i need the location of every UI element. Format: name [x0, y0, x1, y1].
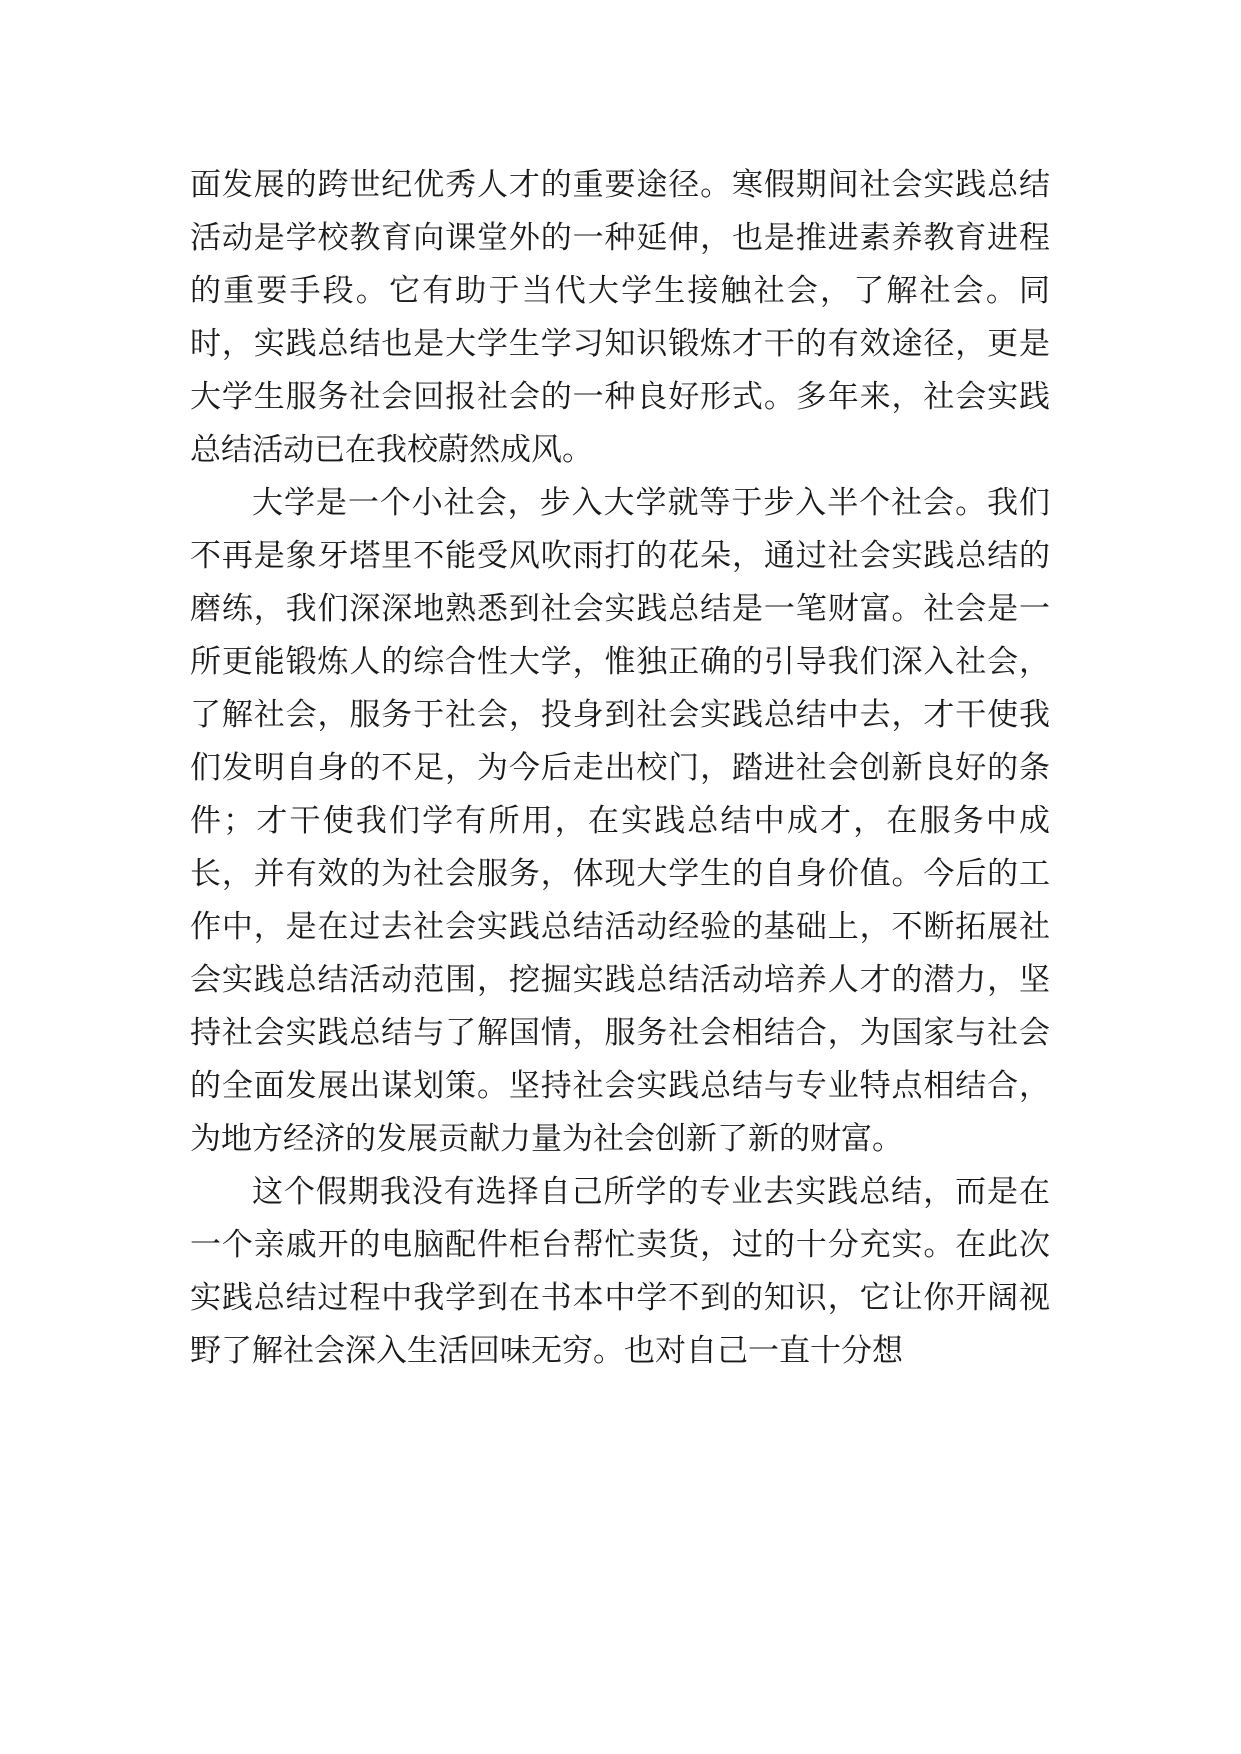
paragraph-3: 这个假期我没有选择自己所学的专业去实践总结，而是在一个亲戚开的电脑配件柜台帮忙卖货，过的十分充实。在此次实践总结过程中我学到在书本中学不到的知识，它让你开阔视野了解社会深入生活回味无穷。也对自己一直十分想 — [190, 1174, 1050, 1369]
paragraph-2: 大学是一个小社会，步入大学就等于步入半个社会。我们不再是象牙塔里不能受风吹雨打的花朵，通过社会实践总结的磨练，我们深深地熟悉到社会实践总结是一笔财富。社会是一所更能锻炼人的综合性大学，惟独正确的引导我们深入社会，了解社会，服务于社会，投身到社会实践总结中去，才干使我们发明自身的不足，为今后走出校门，踏进社会创新良好的条件；才干使我们学有所用，在实践总结中成才，在服务中成长，并有效的为社会服务，体现大学生的自身价值。今后的工作中，是在过去社会实践总结活动经验的基础上，不断拓展社会实践总结活动范围，挖掘实践总结活动培养人才的潜力，坚持社会实践总结与了解国情，服务社会相结合，为国家与社会的全面发展出谋划策。坚持社会实践总结与专业特点相结合，为地方经济的发展贡献力量为社会创新了新的财富。 — [190, 485, 1050, 1157]
paragraph-1: 面发展的跨世纪优秀人才的重要途径。寒假期间社会实践总结活动是学校教育向课堂外的一种延伸，也是推进素养教育进程的重要手段。它有助于当代大学生接触社会，了解社会。同时，实践总结也是大学生学习知识锻炼才干的有效途径，更是大学生服务社会回报社会的一种良好形式。多年来，社会实践总结活动已在我校蔚然成风。 — [190, 167, 1050, 468]
document-body — [190, 159, 1050, 1378]
